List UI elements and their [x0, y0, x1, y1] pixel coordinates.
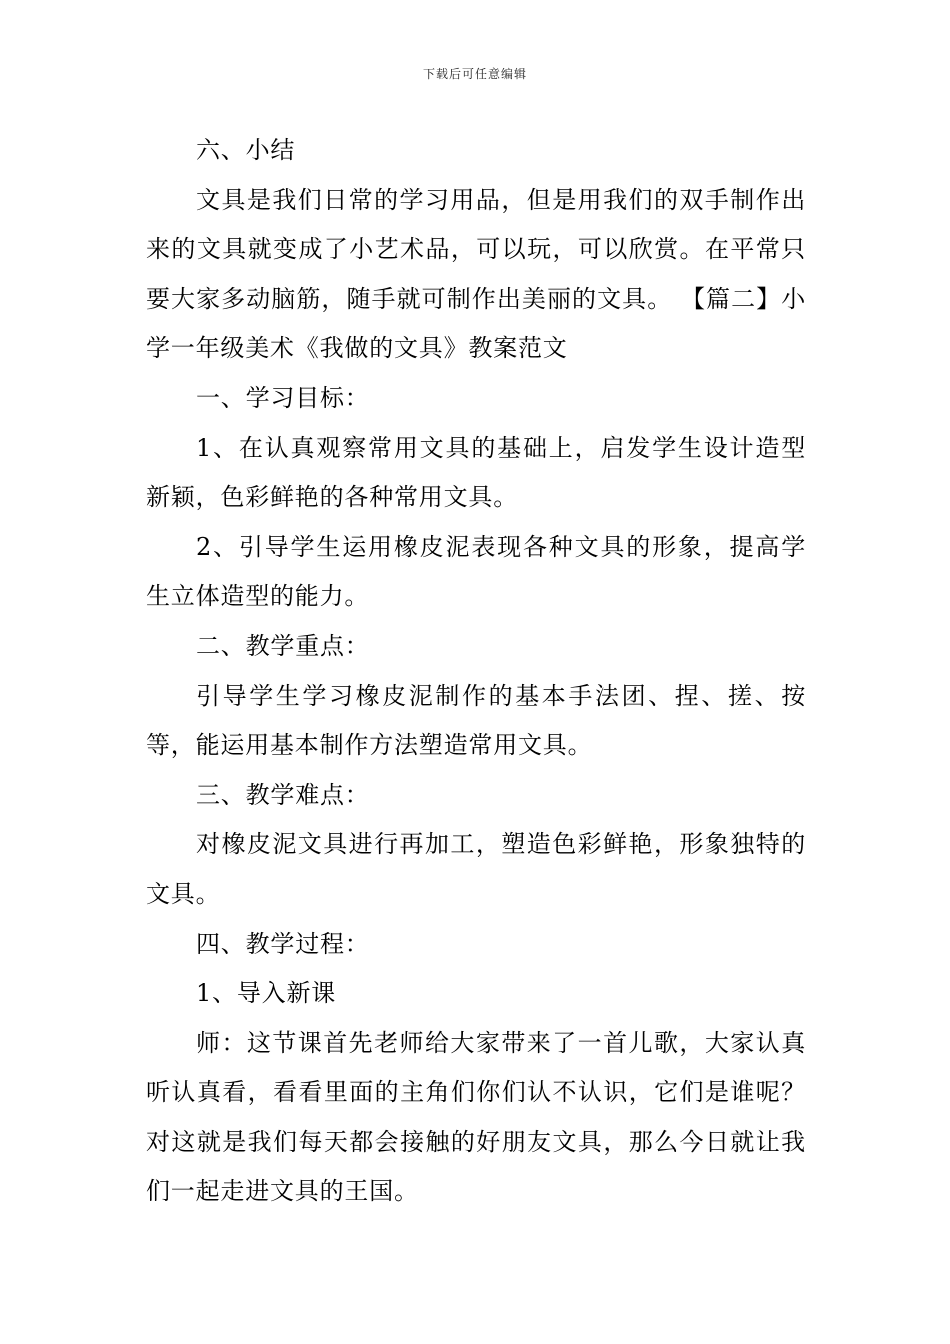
process-step-1-heading: 1、导入新课: [196, 979, 337, 1008]
objective-item-2: 2、引导学生运用橡皮泥表现各种文具的形象，提高学生立体造型的能力。: [146, 532, 806, 611]
section-heading-key-points: 二、教学重点：: [196, 631, 370, 660]
summary-paragraph: 文具是我们日常的学习用品，但是用我们的双手制作出来的文具就变成了小艺术品，可以玩，可以欣赏。在平常只要大家多动脑筋，随手就可制作出美丽的文具。 【篇二】小学一年级美术《我做的文具》教案范文: [146, 185, 806, 363]
process-step-1-paragraph: 师：这节课首先老师给大家带来了一首儿歌，大家认真听认真看，看看里面的主角们你们认不认识，它们是谁呢？对这就是我们每天都会接触的好朋友文具，那么今日就让我们一起走进文具的王国。: [146, 1028, 806, 1206]
section-heading-process: 四、教学过程：: [196, 929, 370, 958]
section-heading-difficulties: 三、教学难点：: [196, 780, 370, 809]
objective-item-1: 1、在认真观察常用文具的基础上，启发学生设计造型新颖，色彩鲜艳的各种常用文具。: [146, 433, 806, 512]
header-note: 下载后可任意编辑: [422, 67, 527, 81]
key-points-paragraph: 引导学生学习橡皮泥制作的基本手法团、捏、搓、按等，能运用基本制作方法塑造常用文具。: [146, 681, 806, 760]
document-body: [146, 126, 806, 1217]
section-heading-objectives: 一、学习目标：: [196, 383, 370, 412]
difficulties-paragraph: 对橡皮泥文具进行再加工，塑造色彩鲜艳，形象独特的文具。: [146, 830, 806, 908]
section-heading-summary: 六、小结: [196, 136, 296, 164]
